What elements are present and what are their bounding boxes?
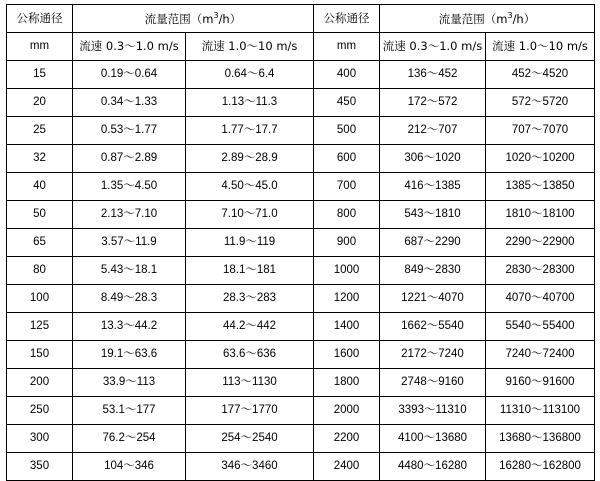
cell-flow-low-left: 13.3～44.2 xyxy=(73,313,186,341)
cell-flow-low-right: 1662～5540 xyxy=(380,313,486,341)
cell-flow-low-left: 53.1～177 xyxy=(73,397,186,425)
cell-flow-low-left: 76.2～254 xyxy=(73,425,186,453)
cell-flow-high-right: 11310～113100 xyxy=(486,397,595,425)
cell-dn-right: 400 xyxy=(314,61,380,89)
header-row-main xyxy=(7,5,595,33)
cell-dn-right: 2000 xyxy=(314,397,380,425)
cell-dn-right: 1600 xyxy=(314,341,380,369)
cell-flow-high-right: 2830～28300 xyxy=(486,257,595,285)
cell-flow-high-right: 1020～10200 xyxy=(486,145,595,173)
header-row-sub xyxy=(7,33,595,61)
cell-flow-low-right: 2748～9160 xyxy=(380,369,486,397)
cell-dn-right: 500 xyxy=(314,117,380,145)
cell-dn-left: 50 xyxy=(7,201,73,229)
cell-flow-low-left: 33.9～113 xyxy=(73,369,186,397)
cell-flow-high-right: 13680～136800 xyxy=(486,425,595,453)
header-flow-range-right-sup: 3 xyxy=(507,10,513,20)
cell-dn-right: 1400 xyxy=(314,313,380,341)
table-row xyxy=(7,313,595,341)
table-row xyxy=(7,285,595,313)
cell-flow-high-right: 1385～13850 xyxy=(486,173,595,201)
header-flow-range-left xyxy=(73,5,314,33)
cell-flow-low-right: 3393～11310 xyxy=(380,397,486,425)
table-row xyxy=(7,201,595,229)
table-row xyxy=(7,425,595,453)
cell-dn-right: 2400 xyxy=(314,453,380,481)
cell-dn-left: 300 xyxy=(7,425,73,453)
cell-flow-low-left: 104～346 xyxy=(73,453,186,481)
table-row xyxy=(7,369,595,397)
cell-flow-high-left: 113～1130 xyxy=(186,369,314,397)
cell-flow-high-left: 2.89～28.9 xyxy=(186,145,314,173)
cell-flow-high-left: 7.10～71.0 xyxy=(186,201,314,229)
cell-flow-low-left: 19.1～63.6 xyxy=(73,341,186,369)
cell-flow-low-right: 849～2830 xyxy=(380,257,486,285)
cell-dn-right: 2200 xyxy=(314,425,380,453)
cell-flow-low-right: 172～572 xyxy=(380,89,486,117)
cell-dn-left: 40 xyxy=(7,173,73,201)
header-flow-range-left-sup: 3 xyxy=(213,10,219,20)
cell-flow-high-left: 1.77～17.7 xyxy=(186,117,314,145)
cell-flow-high-left: 63.6～636 xyxy=(186,341,314,369)
cell-flow-low-left: 0.53～1.77 xyxy=(73,117,186,145)
table-row xyxy=(7,61,595,89)
cell-flow-low-right: 4480～16280 xyxy=(380,453,486,481)
cell-dn-right: 800 xyxy=(314,201,380,229)
cell-dn-right: 900 xyxy=(314,229,380,257)
cell-flow-high-right: 1810～18100 xyxy=(486,201,595,229)
cell-flow-high-left: 346～3460 xyxy=(186,453,314,481)
header-flow-range-right-text: 流量范围（m xyxy=(438,11,508,26)
cell-flow-high-right: 572～5720 xyxy=(486,89,595,117)
cell-dn-left: 250 xyxy=(7,397,73,425)
cell-flow-high-right: 2290～22900 xyxy=(486,229,595,257)
cell-dn-left: 20 xyxy=(7,89,73,117)
cell-flow-high-left: 11.9～119 xyxy=(186,229,314,257)
cell-flow-high-left: 177～1770 xyxy=(186,397,314,425)
cell-dn-right: 450 xyxy=(314,89,380,117)
header-unit-mm-right: mm xyxy=(314,33,380,61)
table-header xyxy=(7,5,595,61)
cell-flow-high-right: 9160～91600 xyxy=(486,369,595,397)
cell-flow-low-left: 1.35～4.50 xyxy=(73,173,186,201)
table-row xyxy=(7,173,595,201)
header-flow-range-right-end: /h） xyxy=(512,11,536,26)
cell-dn-left: 25 xyxy=(7,117,73,145)
cell-flow-high-right: 16280～162800 xyxy=(486,453,595,481)
cell-flow-low-right: 4100～13680 xyxy=(380,425,486,453)
cell-flow-low-left: 8.49～28.3 xyxy=(73,285,186,313)
cell-flow-high-left: 254～2540 xyxy=(186,425,314,453)
cell-flow-high-left: 4.50～45.0 xyxy=(186,173,314,201)
cell-flow-low-right: 212～707 xyxy=(380,117,486,145)
table-row xyxy=(7,257,595,285)
table-body xyxy=(7,61,595,481)
cell-flow-low-left: 0.87～2.89 xyxy=(73,145,186,173)
cell-flow-high-left: 44.2～442 xyxy=(186,313,314,341)
cell-flow-high-right: 5540～55400 xyxy=(486,313,595,341)
header-flow-range-left-text: 流量范围（m xyxy=(144,11,214,26)
cell-dn-left: 32 xyxy=(7,145,73,173)
header-velocity-low-left: 流速 0.3～1.0 m/s xyxy=(73,33,186,61)
header-velocity-low-right: 流速 0.3～1.0 m/s xyxy=(380,33,486,61)
flow-range-table xyxy=(6,4,595,481)
cell-dn-left: 65 xyxy=(7,229,73,257)
cell-flow-low-right: 306～1020 xyxy=(380,145,486,173)
cell-flow-high-right: 7240～72400 xyxy=(486,341,595,369)
cell-dn-right: 700 xyxy=(314,173,380,201)
cell-dn-left: 350 xyxy=(7,453,73,481)
cell-flow-low-left: 0.19～0.64 xyxy=(73,61,186,89)
cell-dn-right: 1000 xyxy=(314,257,380,285)
cell-flow-low-right: 136～452 xyxy=(380,61,486,89)
cell-flow-high-right: 707～7070 xyxy=(486,117,595,145)
cell-flow-high-left: 18.1～181 xyxy=(186,257,314,285)
header-nominal-diameter-left: 公称通径 xyxy=(7,5,73,33)
cell-dn-left: 80 xyxy=(7,257,73,285)
cell-dn-right: 600 xyxy=(314,145,380,173)
cell-dn-left: 100 xyxy=(7,285,73,313)
cell-flow-low-left: 5.43～18.1 xyxy=(73,257,186,285)
header-flow-range-right xyxy=(380,5,595,33)
table-row xyxy=(7,341,595,369)
table-row xyxy=(7,397,595,425)
cell-dn-right: 1800 xyxy=(314,369,380,397)
table-row xyxy=(7,453,595,481)
cell-flow-high-left: 1.13～11.3 xyxy=(186,89,314,117)
cell-dn-left: 200 xyxy=(7,369,73,397)
header-unit-mm-left: mm xyxy=(7,33,73,61)
cell-flow-low-right: 416～1385 xyxy=(380,173,486,201)
cell-flow-high-right: 452～4520 xyxy=(486,61,595,89)
cell-dn-left: 125 xyxy=(7,313,73,341)
table-row xyxy=(7,145,595,173)
cell-flow-low-left: 3.57～11.9 xyxy=(73,229,186,257)
cell-flow-high-left: 0.64～6.4 xyxy=(186,61,314,89)
cell-flow-low-right: 687～2290 xyxy=(380,229,486,257)
cell-flow-low-left: 0.34～1.33 xyxy=(73,89,186,117)
cell-dn-left: 15 xyxy=(7,61,73,89)
header-nominal-diameter-right: 公称通径 xyxy=(314,5,380,33)
table-row xyxy=(7,117,595,145)
header-velocity-high-left: 流速 1.0～10 m/s xyxy=(186,33,314,61)
header-flow-range-left-end: /h） xyxy=(218,11,242,26)
cell-flow-low-right: 2172～7240 xyxy=(380,341,486,369)
header-velocity-high-right: 流速 1.0～10 m/s xyxy=(486,33,595,61)
table-row xyxy=(7,89,595,117)
cell-dn-right: 1200 xyxy=(314,285,380,313)
cell-flow-high-left: 28.3～283 xyxy=(186,285,314,313)
cell-flow-low-right: 543～1810 xyxy=(380,201,486,229)
table-row xyxy=(7,229,595,257)
cell-flow-high-right: 4070～40700 xyxy=(486,285,595,313)
cell-flow-low-left: 2.13～7.10 xyxy=(73,201,186,229)
cell-flow-low-right: 1221～4070 xyxy=(380,285,486,313)
cell-dn-left: 150 xyxy=(7,341,73,369)
